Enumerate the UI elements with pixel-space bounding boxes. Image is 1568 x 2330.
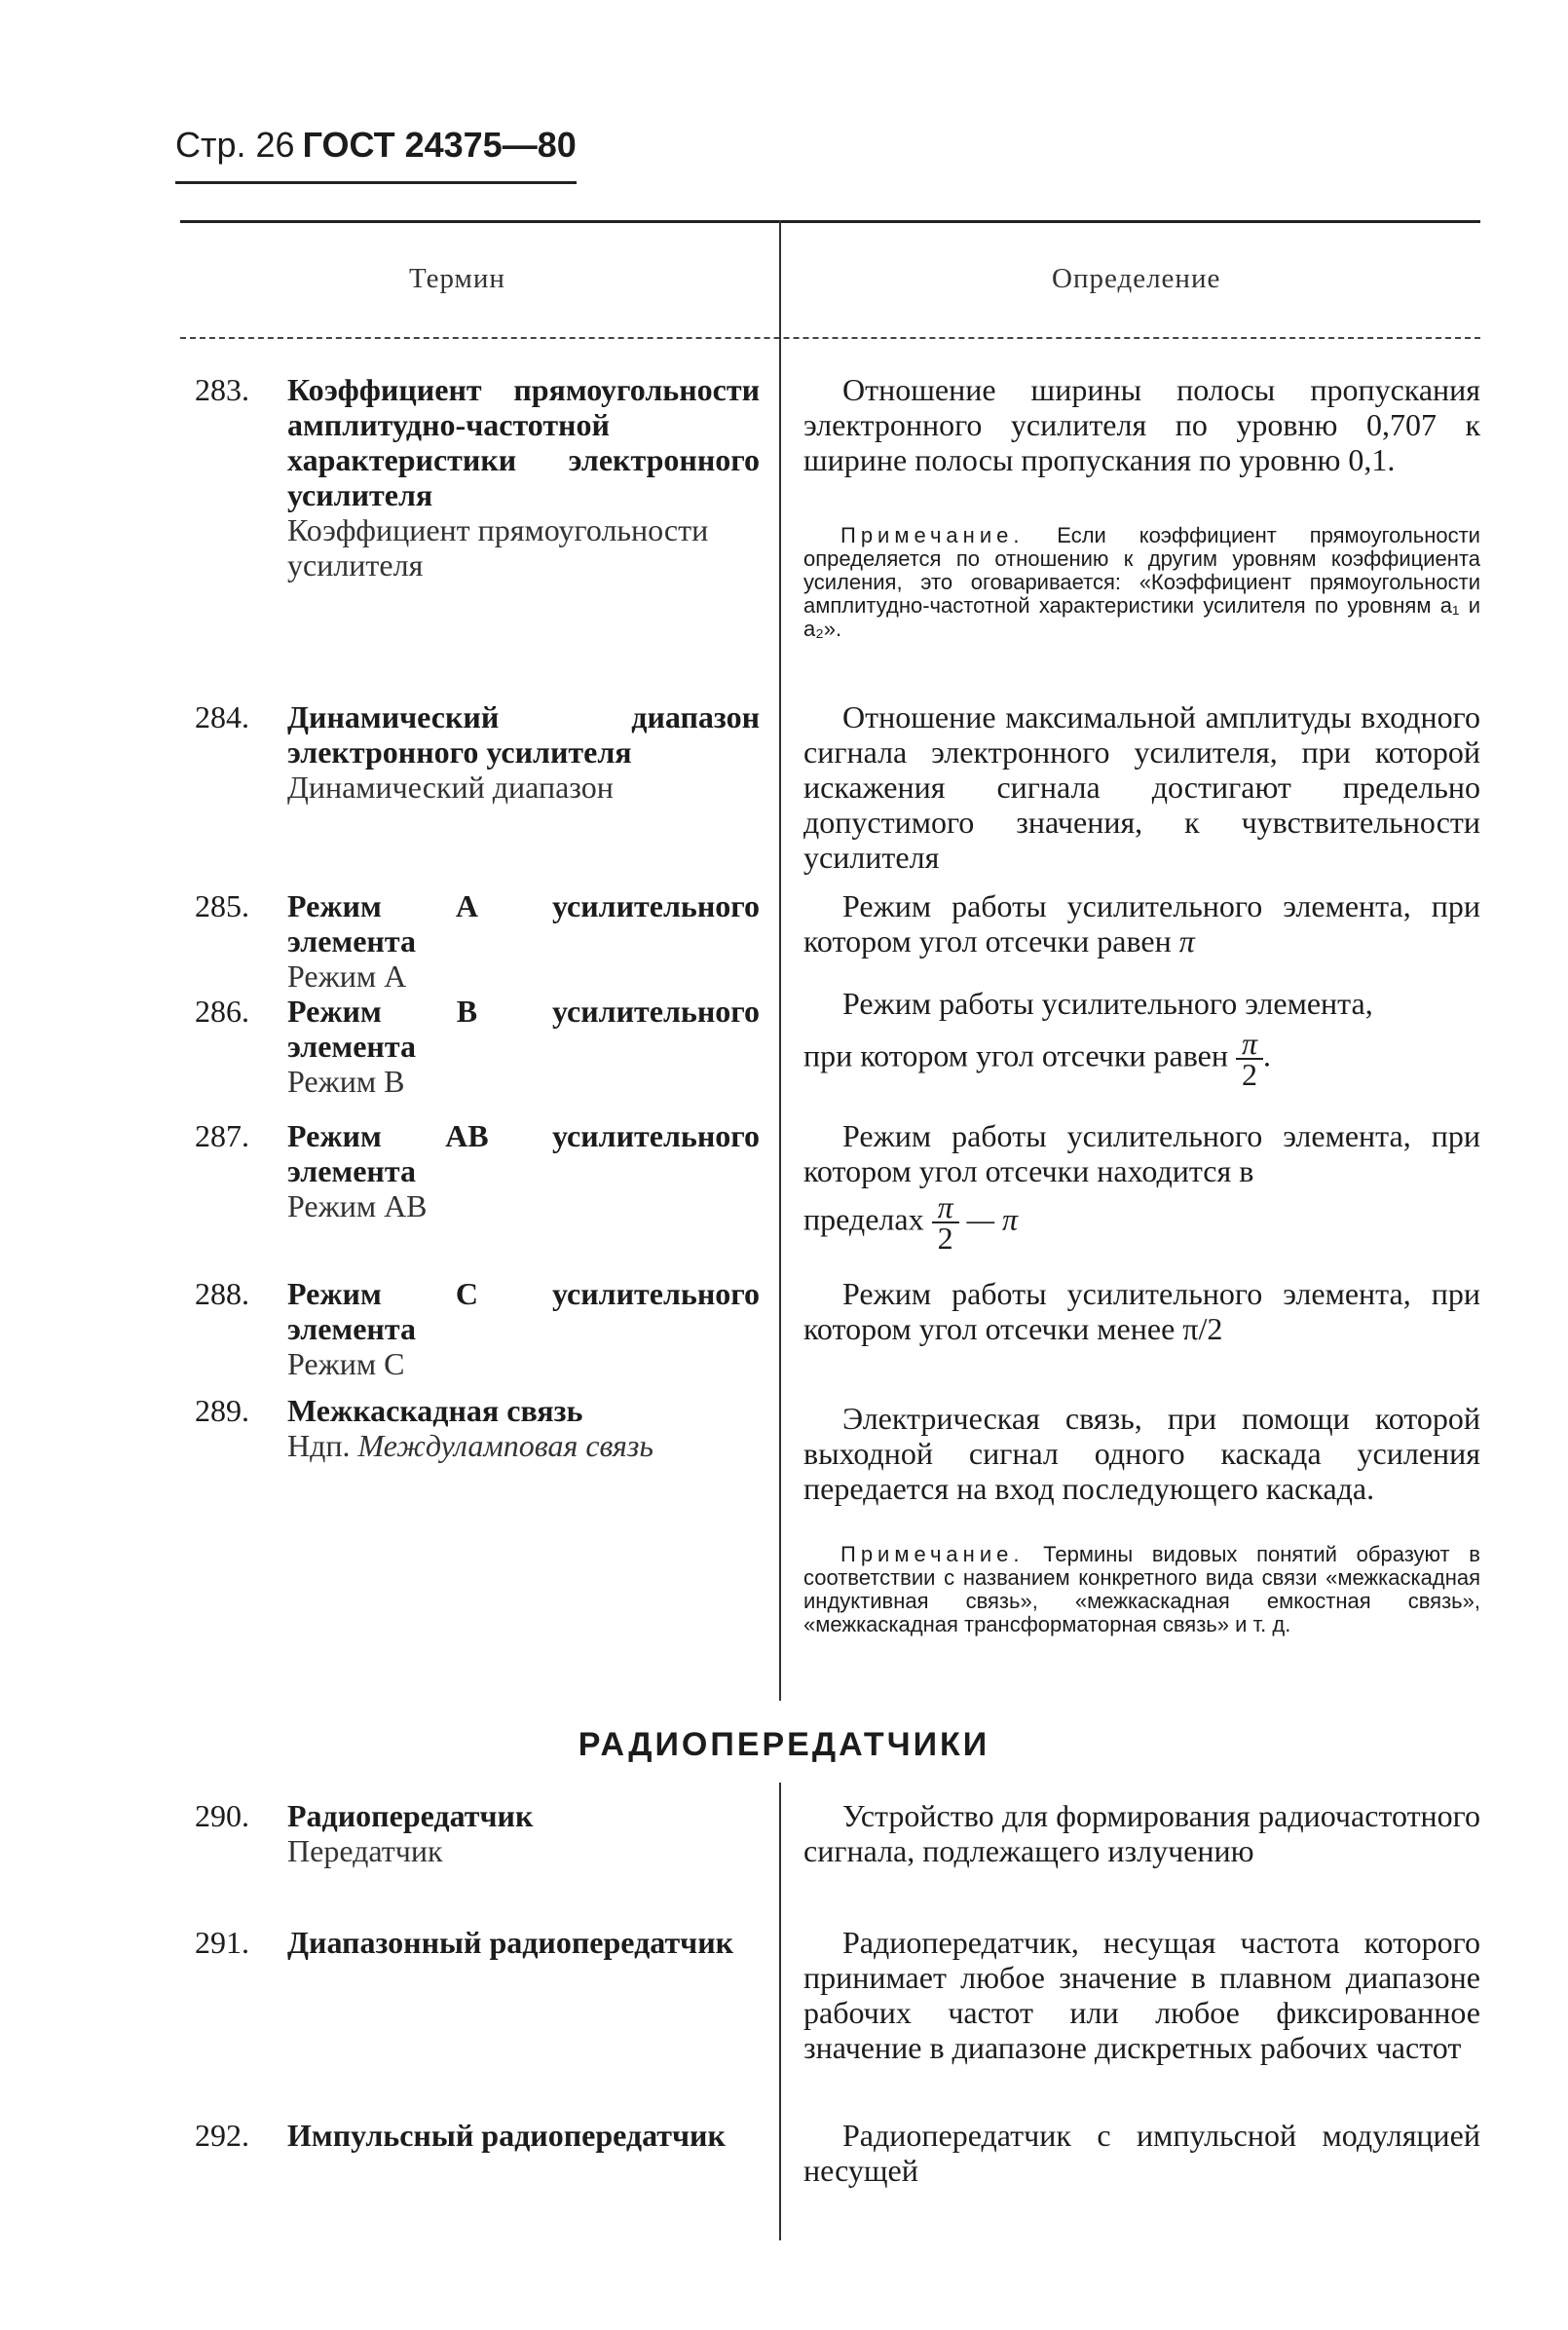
- term-name: Радиопередатчик: [287, 1798, 534, 1833]
- range-word: пределах: [803, 1201, 924, 1237]
- term-number: 285.: [195, 888, 249, 923]
- term-name: Динамический диапазон электронного усилителя: [287, 699, 760, 770]
- punctuation: .: [1263, 1037, 1272, 1073]
- definition-text: Режим работы усилительного элемента, при котором угол отсечки равен: [803, 888, 1480, 958]
- term-name: Режим С усилительного элемента: [287, 1276, 760, 1346]
- definition-284: Отношение максимальной амплитуды входного сигнала электронного усилителя, при которой искажения сигнала достигают предельно допустимого значения, к чувствительности усилителя: [803, 699, 1480, 875]
- section-title: РАДИОПЕРЕДАТЧИКИ: [578, 1726, 990, 1763]
- definition-range: [803, 1189, 1480, 1256]
- column-divider-2: [779, 1783, 781, 2240]
- note-text: Термины видовых понятий образуют в соответствии с названием конкретного вида связи «межкаскадная индуктивная связь», «межкаскадная емкостная связь», «межкаскадная трансформаторная связь» и т. д.: [803, 1542, 1480, 1636]
- term-entry-284: [195, 699, 760, 805]
- term-entry-286: [195, 994, 760, 1099]
- deprecated-prefix: Ндп.: [287, 1428, 351, 1463]
- term-short: Режим С: [287, 1346, 405, 1381]
- definition-text: Режим работы усилительного элемента, при котором угол отсечки находится в: [803, 1118, 1480, 1188]
- term-number: 291.: [195, 1925, 249, 1960]
- term-entry-287: [195, 1118, 760, 1223]
- term-deprecated: [287, 1428, 760, 1463]
- term-name: Межкаскадная связь: [287, 1393, 583, 1428]
- term-entry-283: [195, 372, 760, 582]
- fraction-numerator: π: [932, 1192, 959, 1223]
- term-short: Передатчик: [287, 1833, 443, 1868]
- definition-285: [803, 888, 1480, 958]
- term-name: Режим В усилительного элемента: [287, 994, 760, 1064]
- term-number: 292.: [195, 2118, 249, 2153]
- definition-287: [803, 1118, 1480, 1256]
- term-number: 290.: [195, 1798, 249, 1833]
- note-label: Примечание.: [840, 1542, 1025, 1566]
- term-entry-291: [195, 1925, 760, 1960]
- term-number: 286.: [195, 994, 249, 1029]
- term-name: Коэффициент прямоугольности амплитудно-частотной характеристики электронного усилителя: [287, 372, 760, 512]
- note-label: Примечание.: [840, 523, 1025, 547]
- term-number: 289.: [195, 1393, 249, 1428]
- term-short: Коэффициент прямоугольности усилителя: [287, 512, 709, 582]
- term-short: Режим В: [287, 1064, 405, 1099]
- fraction-numerator: π: [1236, 1029, 1263, 1060]
- term-entry-292: [195, 2118, 760, 2153]
- range-tail: — π: [966, 1201, 1019, 1237]
- definition-286: [803, 986, 1480, 1092]
- term-entry-289: [195, 1393, 760, 1463]
- definition-line-1: Режим работы усилительного элемента,: [842, 986, 1373, 1021]
- term-name: Режим АВ усилительного элемента: [287, 1118, 760, 1188]
- term-name: Диапазонный радиопередатчик: [287, 1925, 734, 1960]
- fraction: [1236, 1026, 1263, 1092]
- table-top-rule: [180, 220, 1480, 223]
- page-number: Стр. 26: [175, 125, 295, 165]
- note-289: [803, 1543, 1480, 1636]
- term-entry-288: [195, 1276, 760, 1381]
- table-header-rule: [180, 337, 1480, 339]
- fraction-denominator: 2: [1242, 1057, 1258, 1092]
- term-entry-290: [195, 1798, 760, 1868]
- column-header-term: Термин: [409, 263, 505, 294]
- definition-292: Радиопередатчик с импульсной модуляцией несущей: [803, 2118, 1480, 2188]
- term-entry-285: [195, 888, 760, 994]
- term-name: Импульсный радиопередатчик: [287, 2118, 726, 2153]
- standard-id: ГОСТ 24375—80: [302, 125, 577, 165]
- term-number: 288.: [195, 1276, 249, 1311]
- term-number: 287.: [195, 1118, 249, 1153]
- term-short: Режим АВ: [287, 1188, 428, 1223]
- note-text: Если коэффициент прямоугольности определяется по отношению к другим уровням коэффициента усиления, это оговаривается: «Коэффициент прямоугольности амплитудно-частотной характеристики усилителя по уровням a₁ и a₂».: [803, 523, 1480, 641]
- pi-symbol: π: [1178, 923, 1195, 958]
- term-short: Динамический диапазон: [287, 770, 614, 805]
- fraction: [932, 1189, 959, 1256]
- term-number: 284.: [195, 699, 249, 734]
- page-header: [175, 125, 577, 184]
- definition-291: Радиопередатчик, несущая частота которого принимает любое значение в плавном диапазоне рабочих частот или любое фиксированное значение в диапазоне дискретных рабочих частот: [803, 1925, 1480, 2065]
- deprecated-term: Междуламповая связь: [357, 1428, 653, 1463]
- fraction-denominator: 2: [937, 1221, 953, 1256]
- term-short: Режим А: [287, 958, 407, 994]
- definition-288: Режим работы усилительного элемента, при котором угол отсечки менее π/2: [803, 1276, 1480, 1346]
- definition-283: Отношение ширины полосы пропускания электронного усилителя по уровню 0,707 к ширине полосы пропускания по уровню 0,1.: [803, 372, 1480, 477]
- term-number: 283.: [195, 372, 249, 407]
- note-283: [803, 524, 1480, 641]
- column-divider: [779, 220, 781, 1701]
- definition-line-2: [803, 1026, 1480, 1092]
- definition-289: Электрическая связь, при помощи которой выходной сигнал одного каскада усиления передается на вход последующего каскада.: [803, 1401, 1480, 1506]
- definition-290: Устройство для формирования радиочастотного сигнала, подлежащего излучению: [803, 1798, 1480, 1868]
- term-name: Режим А усилительного элемента: [287, 888, 760, 958]
- definition-text: при котором угол отсечки равен: [803, 1037, 1228, 1073]
- column-header-definition: Определение: [1052, 263, 1221, 294]
